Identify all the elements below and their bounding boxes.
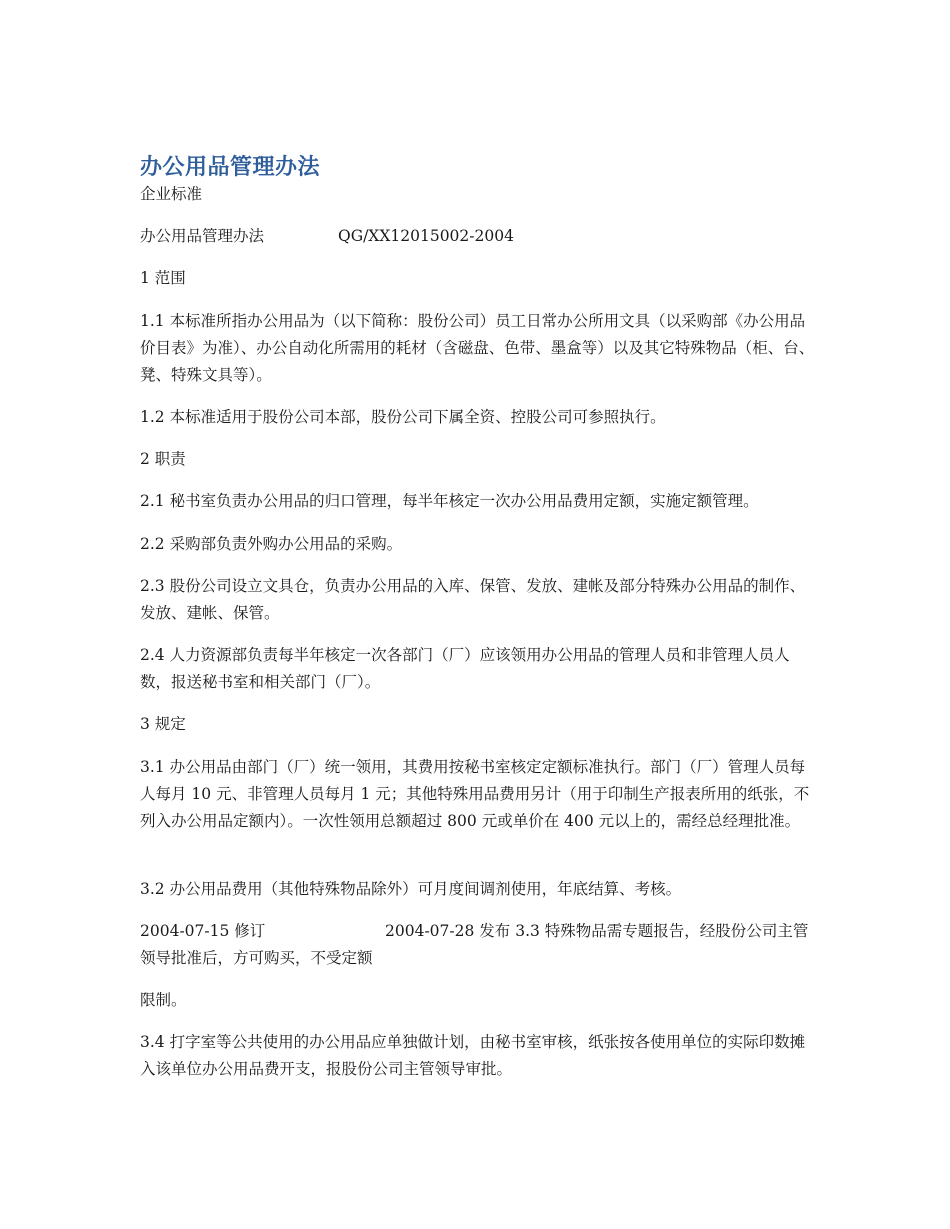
section-3-heading: 3 规定 [140,715,186,733]
revised-date: 2004-07-15 修订 [140,922,266,940]
section-1-heading: 1 范围 [140,269,186,287]
document-title: 办公用品管理办法 [140,155,321,180]
clause-2-2: 2.2 采购部负责外购办公用品的采购。 [140,535,403,553]
clause-3-4: 3.4 打字室等公共使用的办公用品应单独做计划，由秘书室审核，纸张按各使用单位的实际印数摊入该单位办公用品费开支，报股份公司主管领导审批。 [140,1033,806,1078]
clause-2-1: 2.1 秘书室负责办公用品的归口管理，每半年核定一次办公用品费用定额，实施定额管理。 [140,492,759,510]
doc-code: QG/XX12015002-2004 [338,227,514,245]
doc-name: 办公用品管理办法 [140,227,265,245]
clause-2-4: 2.4 人力资源部负责每半年核定一次各部门（厂）应该领用办公用品的管理人员和非管理人员人数，报送秘书室和相关部门（厂）。 [140,646,790,691]
doc-name-code-line [140,223,815,250]
clause-3-3-continued: 限制。 [140,991,187,1009]
published-date: 2004-07-28 发布 [385,922,511,940]
clause-1-1: 1.1 本标准所指办公用品为（以下简称：股份公司）员工日常办公所用文具（以采购部《办公用品价目表》为准）、办公自动化所需用的耗材（含磁盘、色带、墨盒等）以及其它特殊物品（柜、台、凳、特殊文具等）。 [140,312,815,384]
clause-2-3: 2.3 股份公司设立文具仓，负责办公用品的入库、保管、发放、建帐及部分特殊办公用品的制作、发放、建帐、保管。 [140,577,806,622]
document-subtitle: 企业标准 [140,185,203,203]
section-2-heading: 2 职责 [140,450,186,468]
clause-3-1: 3.1 办公用品由部门（厂）统一领用，其费用按秘书室核定定额标准执行。部门（厂）管理人员每人每月 10 元、非管理人员每月 1 元；其他特殊用品费用另计（用于印制生产报表所用的纸张，不列入办公用品定额内）。一次性领用总额超过 800 元或单价在 400 元以上的，需经总经理批准。 [140,758,810,830]
clause-3-2: 3.2 办公用品费用（其他特殊物品除外）可月度间调剂使用，年底结算、考核。 [140,880,682,898]
footer-dates-clause-3-3 [140,918,815,972]
clause-1-2: 1.2 本标准适用于股份公司本部，股份公司下属全资、控股公司可参照执行。 [140,408,666,426]
clause-3-3: 3.3 特殊物品需专题报告，经股份公司主管领导批准后，方可购买，不受定额 [140,922,809,967]
